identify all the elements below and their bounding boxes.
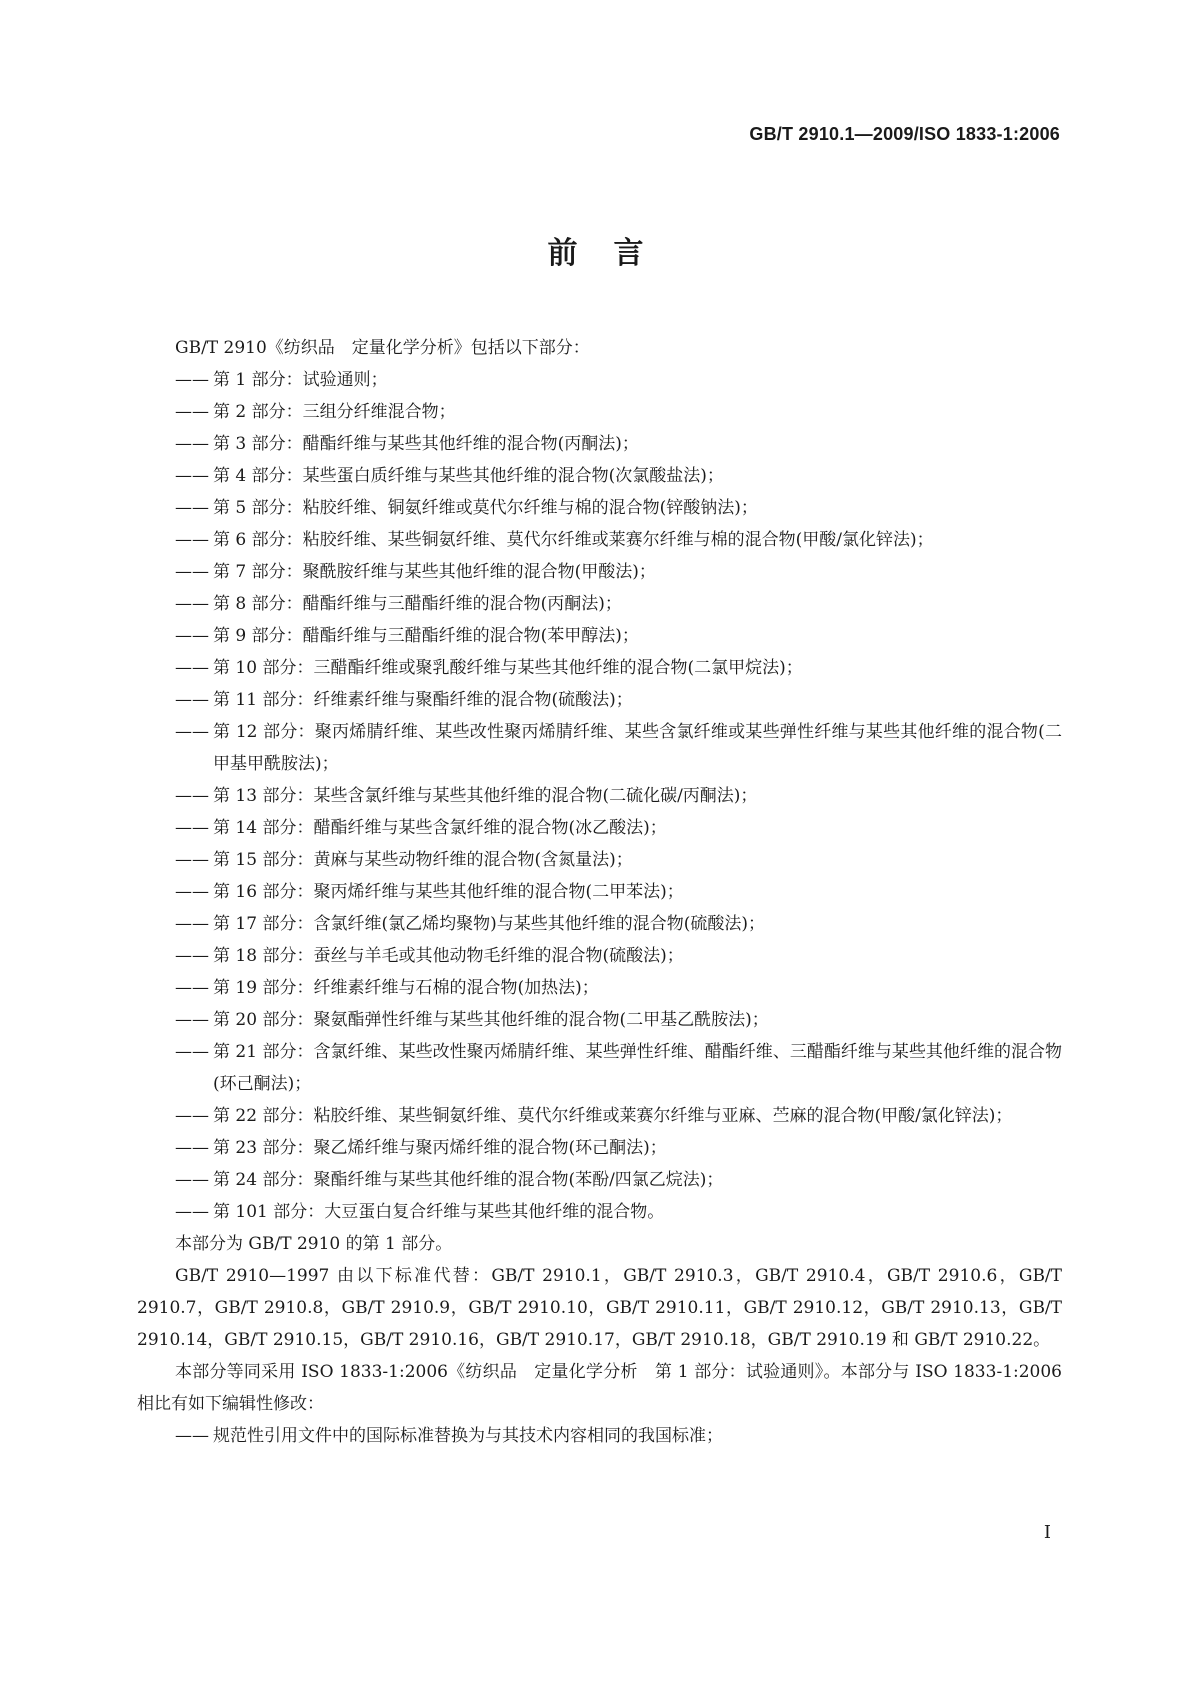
list-item [175, 1420, 1062, 1452]
dash-marker: —— [175, 658, 209, 678]
dash-marker: —— [175, 370, 209, 390]
list-item-text: 第 20 部分：聚氨酯弹性纤维与某些其他纤维的混合物(二甲基乙酰胺法)； [213, 1010, 769, 1030]
dash-marker: —— [175, 594, 209, 614]
list-item [175, 364, 1062, 396]
list-item-text: 第 15 部分：黄麻与某些动物纤维的混合物(含氮量法)； [213, 850, 633, 870]
list-item [175, 588, 1062, 620]
list-item [175, 716, 1062, 780]
list-item [175, 972, 1062, 1004]
dash-marker: —— [175, 1138, 209, 1158]
list-item [175, 876, 1062, 908]
dash-marker: —— [175, 786, 209, 806]
list-item-text: 第 19 部分：纤维素纤维与石棉的混合物(加热法)； [213, 978, 599, 998]
list-item [175, 812, 1062, 844]
list-item [175, 460, 1062, 492]
dash-marker: —— [175, 818, 209, 838]
dash-marker: —— [175, 466, 209, 486]
list-item-text: 第 14 部分：醋酯纤维与某些含氯纤维的混合物(冰乙酸法)； [213, 818, 667, 838]
list-item-text: 第 23 部分：聚乙烯纤维与聚丙烯纤维的混合物(环己酮法)； [213, 1138, 667, 1158]
list-item [175, 1164, 1062, 1196]
foreword-body [137, 332, 1062, 1452]
dash-marker: —— [175, 434, 209, 454]
list-item [175, 1132, 1062, 1164]
list-item [175, 940, 1062, 972]
list-item-text: 第 2 部分：三组分纤维混合物； [213, 402, 456, 422]
list-item [175, 524, 1062, 556]
dash-marker: —— [175, 530, 209, 550]
list-item-text: 第 21 部分：含氯纤维、某些改性聚丙烯腈纤维、某些弹性纤维、醋酯纤维、三醋酯纤维与某些其他纤维的混合物(环己酮法)； [213, 1042, 1062, 1094]
list-item [175, 844, 1062, 876]
list-item [175, 908, 1062, 940]
list-item-text: 第 5 部分：粘胶纤维、铜氨纤维或莫代尔纤维与棉的混合物(锌酸钠法)； [213, 498, 758, 518]
dash-marker: —— [175, 1170, 209, 1190]
list-item-text: 第 1 部分：试验通则； [213, 370, 388, 390]
dash-marker: —— [175, 914, 209, 934]
list-item-text: 第 11 部分：纤维素纤维与聚酯纤维的混合物(硫酸法)； [213, 690, 633, 710]
dash-marker: —— [175, 946, 209, 966]
adoption-paragraph: 本部分等同采用 ISO 1833-1:2006《纺织品 定量化学分析 第 1 部分：试验通则》。本部分与 ISO 1833-1:2006 相比有如下编辑性修改： [137, 1362, 1062, 1414]
dash-marker: —— [175, 626, 209, 646]
modifications-list [137, 1420, 1062, 1452]
list-item-text: 第 24 部分：聚酯纤维与某些其他纤维的混合物(苯酚/四氯乙烷法)； [213, 1170, 724, 1190]
list-item [175, 492, 1062, 524]
list-item [175, 1100, 1062, 1132]
list-item-text: 第 4 部分：某些蛋白质纤维与某些其他纤维的混合物(次氯酸盐法)； [213, 466, 724, 486]
list-item [175, 684, 1062, 716]
list-item-text: 第 13 部分：某些含氯纤维与某些其他纤维的混合物(二硫化碳/丙酮法)； [213, 786, 758, 806]
list-item [175, 428, 1062, 460]
list-item-text: 第 12 部分：聚丙烯腈纤维、某些改性聚丙烯腈纤维、某些含氯纤维或某些弹性纤维与某些其他纤维的混合物(二甲基甲酰胺法)； [213, 722, 1062, 774]
page-title: 前言 [547, 236, 680, 271]
list-item-text: 第 18 部分：蚕丝与羊毛或其他动物毛纤维的混合物(硫酸法)； [213, 946, 684, 966]
list-item [175, 1196, 1062, 1228]
list-item-text: 第 101 部分：大豆蛋白复合纤维与某些其他纤维的混合物。 [213, 1202, 665, 1222]
list-item-text: 第 7 部分：聚酰胺纤维与某些其他纤维的混合物(甲酸法)； [213, 562, 656, 582]
dash-marker: —— [175, 722, 209, 742]
parts-list [137, 364, 1062, 1228]
dash-marker: —— [175, 850, 209, 870]
dash-marker: —— [175, 1426, 209, 1446]
list-item-text: 第 9 部分：醋酯纤维与三醋酯纤维的混合物(苯甲醇法)； [213, 626, 639, 646]
dash-marker: —— [175, 402, 209, 422]
dash-marker: —— [175, 562, 209, 582]
this-part-paragraph: 本部分为 GB/T 2910 的第 1 部分。 [175, 1234, 453, 1254]
dash-marker: —— [175, 978, 209, 998]
list-item-text: 第 6 部分：粘胶纤维、某些铜氨纤维、莫代尔纤维或莱赛尔纤维与棉的混合物(甲酸/氯化锌法)； [213, 530, 934, 550]
list-item-text: 第 8 部分：醋酯纤维与三醋酯纤维的混合物(丙酮法)； [213, 594, 622, 614]
list-item [175, 620, 1062, 652]
dash-marker: —— [175, 1042, 209, 1062]
intro-paragraph: GB/T 2910《纺织品 定量化学分析》包括以下部分： [175, 338, 590, 358]
list-item-text: 第 3 部分：醋酯纤维与某些其他纤维的混合物(丙酮法)； [213, 434, 639, 454]
dash-marker: —— [175, 1202, 209, 1222]
list-item [175, 780, 1062, 812]
standard-number-header: GB/T 2910.1—2009/ISO 1833-1:2006 [749, 124, 1060, 144]
list-item-text: 第 22 部分：粘胶纤维、某些铜氨纤维、莫代尔纤维或莱赛尔纤维与亚麻、苎麻的混合物(甲酸/氯化锌法)； [213, 1106, 1013, 1126]
replaces-paragraph: GB/T 2910—1997 由以下标准代替：GB/T 2910.1，GB/T 2910.3，GB/T 2910.4，GB/T 2910.6，GB/T 2910.7，GB/T 2910.8，GB/T 2910.9，GB/T 2910.10，GB/T 2910.11，GB/T 2910.12，GB/T 2910.13，GB/T 2910.14，GB/T 2910.15，GB/T 2910.16，GB/T 2910.17，GB/T 2910.18，GB/T 2910.19 和 GB/T 2910.22。 [137, 1266, 1062, 1350]
list-item-text: 规范性引用文件中的国际标准替换为与其技术内容相同的我国标准； [213, 1426, 723, 1446]
dash-marker: —— [175, 498, 209, 518]
dash-marker: —— [175, 1010, 209, 1030]
list-item-text: 第 10 部分：三醋酯纤维或聚乳酸纤维与某些其他纤维的混合物(二氯甲烷法)； [213, 658, 803, 678]
list-item [175, 556, 1062, 588]
list-item [175, 1036, 1062, 1100]
dash-marker: —— [175, 882, 209, 902]
dash-marker: —— [175, 1106, 209, 1126]
list-item [175, 652, 1062, 684]
dash-marker: —— [175, 690, 209, 710]
page-number: I [1043, 1522, 1051, 1543]
list-item-text: 第 17 部分：含氯纤维(氯乙烯均聚物)与某些其他纤维的混合物(硫酸法)； [213, 914, 765, 934]
list-item [175, 396, 1062, 428]
list-item [175, 1004, 1062, 1036]
list-item-text: 第 16 部分：聚丙烯纤维与某些其他纤维的混合物(二甲苯法)； [213, 882, 684, 902]
